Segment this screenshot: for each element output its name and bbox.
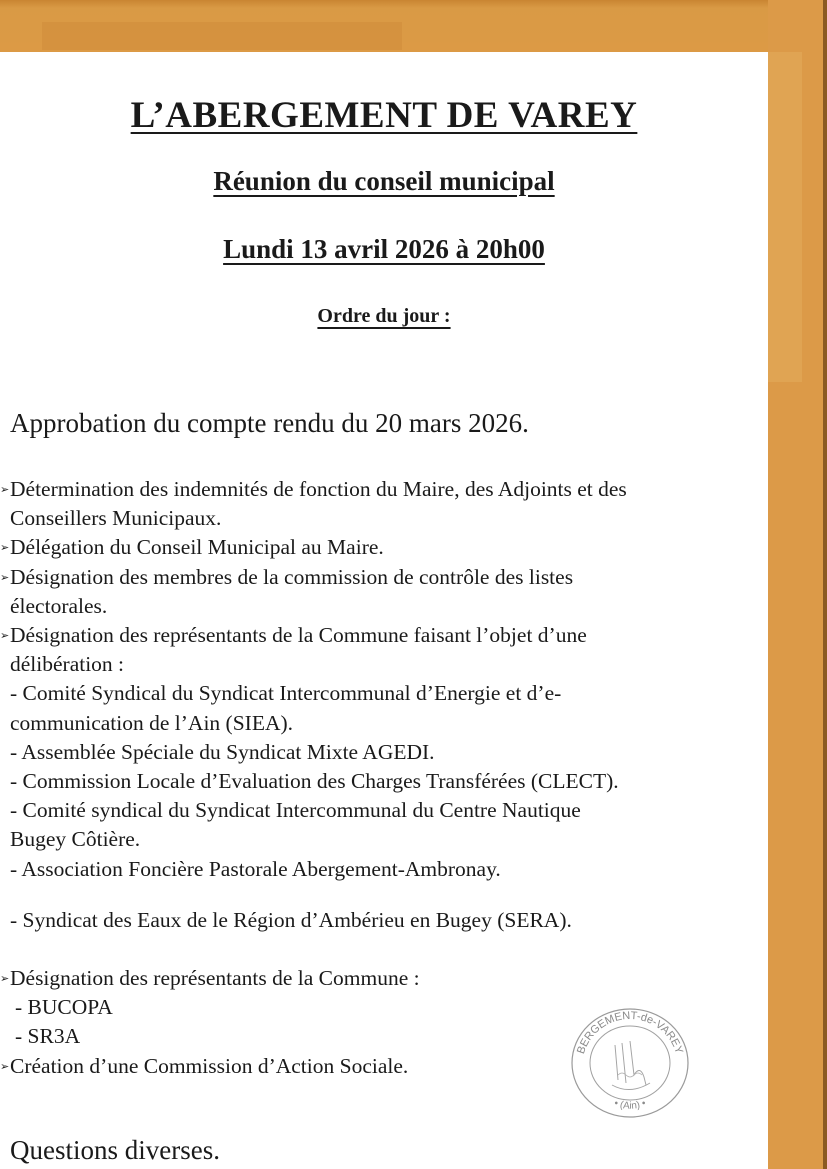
arrow-bullet-icon: ➢ <box>0 1060 10 1073</box>
sub-item-siea: - Comité Syndical du Syndicat Intercommunal d’Energie et d’e- <box>10 681 562 706</box>
questions-text: Questions diverses. <box>10 1135 220 1165</box>
item-text: - Syndicat des Eaux de le Région d’Ambérieu en Bugey (SERA). <box>10 908 572 932</box>
scan-background-right-light <box>768 52 802 382</box>
sub-item-afp: - Association Foncière Pastorale Abergement-Ambronay. <box>10 856 501 881</box>
agenda-item-questions <box>10 1136 220 1165</box>
item-text: Détermination des indemnités de fonction du Maire, des Adjoints et des <box>10 477 627 501</box>
agenda-item-approval <box>10 409 529 438</box>
scan-edge <box>823 0 827 1169</box>
scan-background-shadow <box>42 22 402 50</box>
item-text: délibération : <box>10 652 125 677</box>
mairie-stamp-icon <box>560 1005 700 1120</box>
meeting-subtitle <box>0 166 768 197</box>
meeting-date <box>0 234 768 265</box>
agenda-item-delegation <box>0 533 627 562</box>
sub-item-bucopa: - BUCOPA <box>15 995 113 1020</box>
agenda-list <box>0 475 627 884</box>
sub-item-centre-nautique: - Comité syndical du Syndicat Intercommunal du Centre Nautique <box>10 798 581 823</box>
agenda-item-commission-listes <box>0 563 627 592</box>
document-title <box>0 94 768 137</box>
svg-text:BERGEMENT-de-VAREY: BERGEMENT-de-VAREY <box>575 1009 685 1056</box>
svg-text:• (Ain) •: • (Ain) • <box>612 1097 648 1112</box>
agenda-item-representants-2 <box>0 964 420 993</box>
item-text: Conseillers Municipaux. <box>10 506 222 531</box>
agenda-heading-text: Ordre du jour : <box>317 305 451 327</box>
agenda-sub-item-sera <box>10 906 572 935</box>
item-text: Désignation des membres de la commission de contrôle des listes <box>10 564 574 589</box>
approval-text: Approbation du compte rendu du 20 mars 2026. <box>10 408 529 438</box>
item-text: communication de l’Ain (SIEA). <box>10 710 294 735</box>
sub-item-agedi: - Assemblée Spéciale du Syndicat Mixte AGEDI. <box>10 739 435 764</box>
arrow-bullet-icon: ➢ <box>0 571 10 584</box>
item-text: électorales. <box>10 593 108 618</box>
sub-item-sr3a: - SR3A <box>15 1024 81 1049</box>
agenda-list-2 <box>0 964 420 1081</box>
arrow-bullet-icon: ➢ <box>0 484 10 496</box>
arrow-bullet-icon: ➢ <box>0 630 10 643</box>
arrow-bullet-icon: ➢ <box>0 542 10 555</box>
item-text: Délégation du Conseil Municipal au Maire. <box>10 535 384 560</box>
item-text: Désignation des représentants de la Commune faisant l’objet d’une <box>10 623 587 648</box>
agenda-heading <box>0 305 768 328</box>
agenda-item-representants <box>0 621 627 650</box>
item-text: Création d’une Commission d’Action Sociale. <box>10 1053 409 1078</box>
date-text: Lundi 13 avril 2026 à 20h00 <box>223 234 545 264</box>
subtitle-text: Réunion du conseil municipal <box>213 166 555 196</box>
arrow-bullet-icon: ➢ <box>0 973 10 985</box>
agenda-item-indemnites <box>0 475 627 504</box>
title-text: L’ABERGEMENT DE VAREY <box>130 95 638 136</box>
agenda-item-ccas <box>0 1052 420 1081</box>
sub-item-clect: - Commission Locale d’Evaluation des Charges Transférées (CLECT). <box>10 769 619 794</box>
item-text: Bugey Côtière. <box>10 827 141 852</box>
item-text: Désignation des représentants de la Commune : <box>10 966 420 990</box>
